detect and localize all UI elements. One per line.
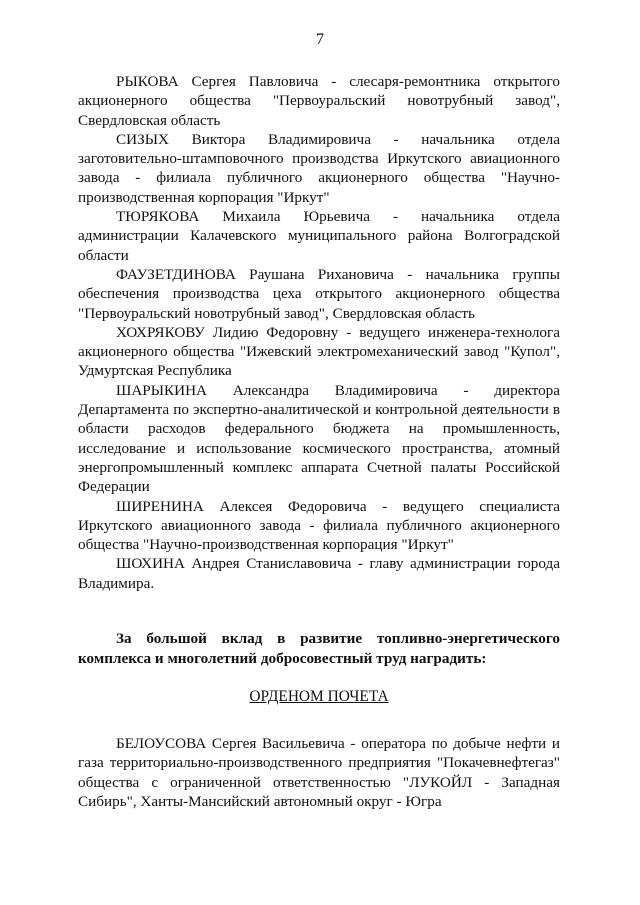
- award-entry: РЫКОВА Сергея Павловича - слесаря-ремонтника открытого акционерного общества "Первоуральский новотрубный завод", Свердловская область: [78, 73, 560, 129]
- page-number: 7: [316, 31, 324, 48]
- decree-heading: За большой вклад в развитие топливно-энергетического комплекса и многолетний добросовестный труд наградить:: [78, 630, 560, 668]
- award-entry: ШОХИНА Андрея Станиславовича - главу администрации города Владимира.: [78, 555, 560, 592]
- award-entry: ШИРЕНИНА Алексея Федоровича - ведущего специалиста Иркутского авиационного завода - филиала публичного акционерного общества "Научно-производственная корпорация "Иркут": [78, 497, 560, 554]
- award-entry: ХОХРЯКОВУ Лидию Федоровну - ведущего инженера-технолога акционерного общества "Ижевский электромеханический завод "Купол", Удмуртская Республика: [78, 323, 560, 380]
- award-entry: ШАРЫКИНА Александра Владимировича - директора Департамента по экспертно-аналитической и контрольной деятельности в области расходов федерального бюджета на промышленность, исследование и использование космического пространства, атомный энергопромышленный комплекс аппарата Счетной палаты Российской Федерации: [78, 381, 560, 496]
- award-title: ОРДЕНОМ ПОЧЕТА: [249, 688, 389, 706]
- document-body: [78, 72, 560, 811]
- award-entry: ФАУЗЕТДИНОВА Раушана Рихановича - начальника группы обеспечения производства цеха открытого акционерного общества "Первоуральский новотрубный завод", Свердловская область: [78, 265, 560, 322]
- award-entries-list: [78, 734, 560, 811]
- award-entry: СИЗЫХ Виктора Владимировича - начальника отдела заготовительно-штамповочного производства Иркутского авиационного завода - филиала публичного акционерного общества "Научно-производственная корпорация "Иркут": [78, 130, 560, 206]
- award-entry: ТЮРЯКОВА Михаила Юрьевича - начальника отдела администрации Калачевского муниципального района Волгоградской области: [78, 208, 560, 264]
- award-entry: БЕЛОУСОВА Сергея Васильевича - оператора по добыче нефти и газа территориально-производственного предприятия "Покачевнефтегаз" общества с ограниченной ответственностью "ЛУКОЙЛ - Западная Сибирь", Ханты-Мансийский автономный округ - Югра: [78, 735, 560, 810]
